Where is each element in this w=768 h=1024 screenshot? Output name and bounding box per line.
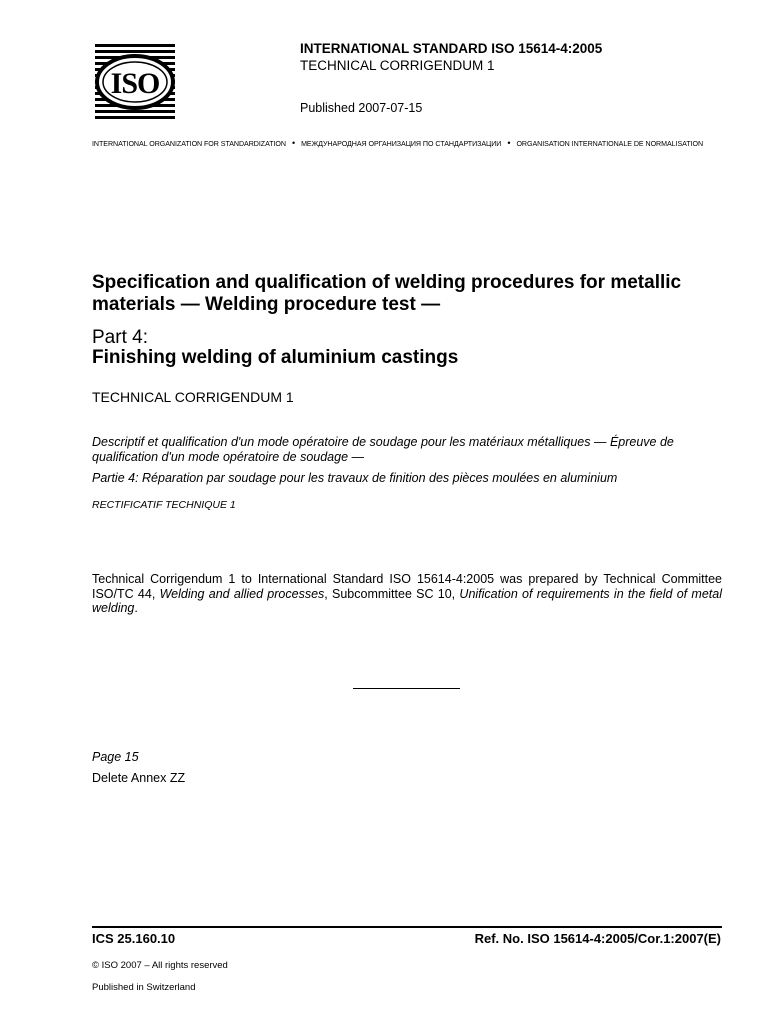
section-divider [353, 688, 460, 689]
org-separator: • [291, 138, 296, 148]
standard-title: INTERNATIONAL STANDARD ISO 15614-4:2005 [300, 41, 603, 56]
french-part-title: Partie 4: Réparation par soudage pour les travaux de finition des pièces moulées en aluminium [92, 471, 618, 485]
org-separator: • [507, 138, 511, 148]
paragraph-text: . [134, 601, 138, 615]
corrigendum-line: TECHNICAL CORRIGENDUM 1 [300, 58, 495, 73]
subcommittee-title: Unification of requirements in the field of metal welding [92, 586, 722, 615]
logo-text: ISO [110, 67, 160, 100]
part-label: Part 4: [92, 327, 148, 348]
paragraph-text: Technical Corrigendum 1 to International Standard ISO 15614-4:2005 was prepared by Technical Committee ISO/TC 44, [92, 572, 722, 601]
paragraph-text: , Subcommittee SC 10, [324, 586, 460, 601]
org-name-fr: ORGANISATION INTERNATIONALE DE NORMALISATION [516, 140, 704, 148]
committee-title: Welding and allied processes [159, 586, 325, 601]
reference-number: Ref. No. ISO 15614-4:2005/Cor.1:2007(E) [474, 931, 721, 946]
footer-divider [92, 926, 722, 928]
page-reference: Page 15 [92, 750, 139, 764]
iso-logo [95, 44, 175, 120]
document-title: Specification and qualification of welding procedures for metallic materials — Welding procedure test — [92, 272, 682, 315]
org-name-en: INTERNATIONAL ORGANIZATION FOR STANDARDIZATION [92, 140, 286, 148]
ics-code: ICS 25.160.10 [92, 931, 176, 946]
published-date: Published 2007-07-15 [300, 101, 423, 115]
french-title: Descriptif et qualification d'un mode opératoire de soudage pour les matériaux métalliques — Épreuve de qualification d'un mode opératoire de soudage — [92, 435, 674, 464]
french-rectificatif: RECTIFICATIF TECHNIQUE 1 [92, 499, 236, 511]
published-in: Published in Switzerland [92, 982, 196, 993]
preparation-paragraph [92, 572, 722, 616]
part-title: Finishing welding of aluminium castings [92, 347, 459, 368]
correction-instruction: Delete Annex ZZ [92, 771, 186, 785]
corrigendum-heading: TECHNICAL CORRIGENDUM 1 [92, 389, 294, 405]
org-name-ru: МЕЖДУНАРОДНАЯ ОРГАНИЗАЦИЯ ПО СТАНДАРТИЗАЦИИ [301, 140, 502, 148]
copyright-notice: © ISO 2007 – All rights reserved [92, 960, 228, 971]
organization-names [92, 138, 722, 148]
